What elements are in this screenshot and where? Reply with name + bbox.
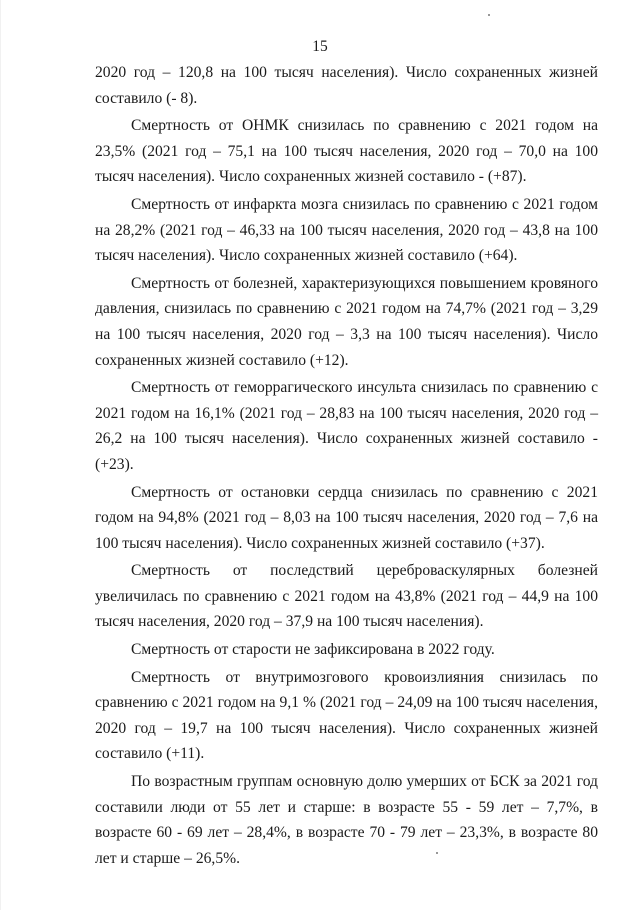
document-body bbox=[95, 60, 598, 873]
page-number: 15 bbox=[312, 38, 328, 55]
paragraph-onmk-mortality: Смертность от ОНМК снизилась по сравнению с 2021 годом на 23,5% (2021 год – 75,1 на 100 тысяч населения, 2020 год – 70,0 на 100 тысяч населения). Число сохраненных жизней составило - (+87). bbox=[95, 117, 598, 186]
scan-speck bbox=[488, 14, 490, 16]
paragraph-brain-infarction-mortality: Смертность от инфаркта мозга снизилась по сравнению с 2021 годом на 28,2% (2021 год – 46,33 на 100 тысяч населения, 2020 год – 43,8 на 100 тысяч населения). Число сохраненных жизней составило (+64). bbox=[95, 195, 598, 265]
paragraph-hypertension-mortality: Смертность от болезней, характеризующихся повышением кровяного давления, снизилась по сравнению с 2021 годом на 74,7% (2021 год – 3,29 на 100 тысяч населения, 2020 год – 3,3 на 100 тысяч населения). Число сохраненных жизней составило (+12). bbox=[95, 274, 598, 369]
paragraph-old-age-mortality: Смертность от старости не зафиксирована в 2022 году. bbox=[131, 641, 495, 659]
paragraph-intracerebral-hemorrhage-mortality: Смертность от внутримозгового кровоизлияния снизилась по сравнению с 2021 годом на 9,1 % (2021 год – 24,09 на 100 тысяч населения, 2020 год – 19,7 на 100 тысяч населения). Число сохраненных жизней составило (+11). bbox=[95, 668, 598, 763]
scan-speck bbox=[436, 852, 438, 854]
paragraph-cardiac-arrest-mortality: Смертность от остановки сердца снизилась по сравнению с 2021 годом на 94,8% (2021 год – 8,03 на 100 тысяч населения, 2020 год – 7,6 на 100 тысяч населения). Число сохраненных жизней составило (+37). bbox=[95, 483, 598, 552]
paragraph-age-groups: По возрастным группам основную долю умерших от БСК за 2021 год составили люди от 55 лет и старше: в возрасте 55 - 59 лет – 7,7%, в возрасте 60 - 69 лет – 28,4%, в возрасте 70 - 79 лет – 23,3%, в возрасте 80 лет и старше – 26,5%. bbox=[95, 773, 598, 867]
scan-left-edge bbox=[0, 0, 1, 910]
paragraph-continuation: 2020 год – 120,8 на 100 тысяч населения). Число сохраненных жизней составило (- 8). bbox=[95, 64, 598, 107]
paragraph-cerebrovascular-sequelae-mortality: Смертность от последствий цереброваскулярных болезней увеличилась по сравнению с 2021 годом на 43,8% (2021 год – 44,9 на 100 тысяч населения, 2020 год – 37,9 на 100 тысяч населения). bbox=[95, 562, 598, 631]
paragraph-hemorrhagic-stroke-mortality: Смертность от геморрагического инсульта снизилась по сравнению с 2021 годом на 16,1% (2021 год – 28,83 на 100 тысяч населения, 2020 год – 26,2 на 100 тысяч населения). Число сохраненных жизней составило - (+23). bbox=[95, 379, 598, 473]
